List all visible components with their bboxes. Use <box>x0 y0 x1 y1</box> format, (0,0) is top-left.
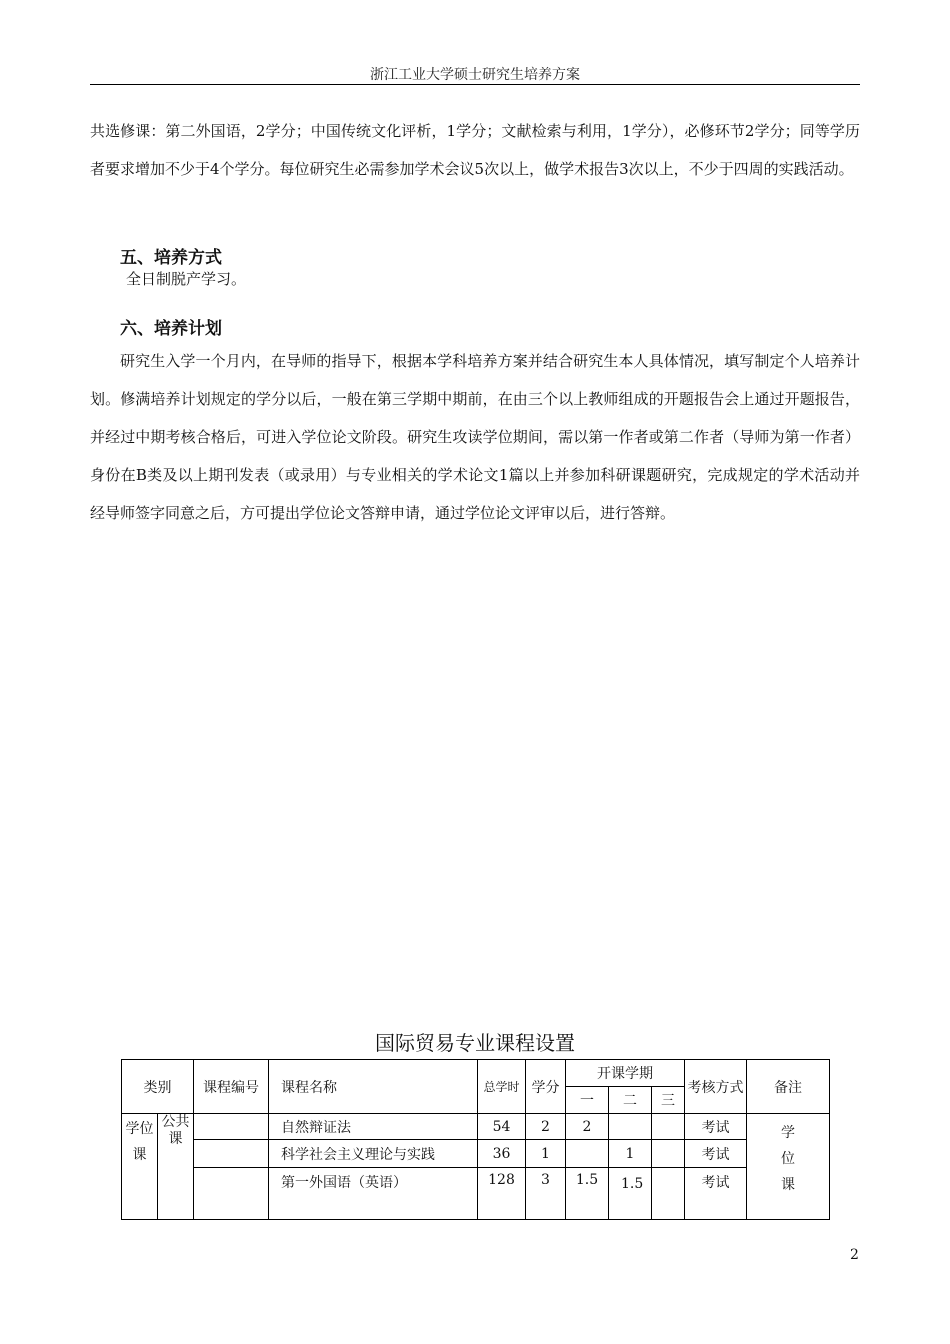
course-credits: 2 <box>526 1114 566 1140</box>
section-6-heading: 六、培养计划 <box>120 319 222 339</box>
course-code <box>194 1140 269 1168</box>
course-name: 科学社会主义理论与实践 <box>269 1140 478 1168</box>
course-assessment: 考试 <box>685 1114 747 1140</box>
header-notes: 备注 <box>747 1060 830 1114</box>
header-sem2: 二 <box>609 1087 652 1114</box>
header-rule <box>90 84 860 85</box>
header-category: 类别 <box>122 1060 194 1114</box>
course-assessment: 考试 <box>685 1168 747 1220</box>
header-credits: 学分 <box>526 1060 566 1114</box>
header-assessment: 考核方式 <box>685 1060 747 1114</box>
course-sem1: 2 <box>566 1114 609 1140</box>
header-semester: 开课学期 <box>566 1060 685 1087</box>
page-number: 2 <box>850 1247 859 1263</box>
header-name: 课程名称 <box>269 1060 478 1114</box>
course-hours: 128 <box>478 1168 526 1220</box>
course-sem2: 1 <box>609 1140 652 1168</box>
course-code <box>194 1114 269 1140</box>
header-sem3: 三 <box>652 1087 685 1114</box>
category-sub: 公共课 <box>158 1114 194 1220</box>
table-title: 国际贸易专业课程设置 <box>375 1031 575 1055</box>
header-code: 课程编号 <box>194 1060 269 1114</box>
running-header: 浙江工业大学硕士研究生培养方案 <box>370 67 580 83</box>
course-sem1 <box>566 1140 609 1168</box>
course-assessment: 考试 <box>685 1140 747 1168</box>
intro-paragraph: 共选修课：第二外国语，2学分；中国传统文化评析，1学分；文献检索与利用，1学分），必修环节2学分；同等学历者要求增加不少于4个学分。每位研究生必需参加学术会议5次以上，做学术报告3次以上，不少于四周的实践活动。 <box>90 122 860 178</box>
header-sem1: 一 <box>566 1087 609 1114</box>
course-sem2 <box>609 1114 652 1140</box>
section-6-paragraph: 研究生入学一个月内，在导师的指导下，根据本学科培养方案并结合研究生本人具体情况，填写制定个人培养计划。修满培养计划规定的学分以后，一般在第三学期中期前，在由三个以上教师组成的开题报告会上通过开题报告，并经过中期考核合格后，可进入学位论文阶段。研究生攻读学位期间，需以第一作者或第二作者（导师为第一作者）身份在B类及以上期刊发表（或录用）与专业相关的学术论文1篇以上并参加科研课题研究，完成规定的学术活动并经导师签字同意之后，方可提出学位论文答辩申请，通过学位论文评审以后，进行答辩。 <box>90 352 860 522</box>
course-sem3 <box>652 1140 685 1168</box>
course-credits: 1 <box>526 1140 566 1168</box>
section-5-heading: 五、培养方式 <box>120 248 222 268</box>
course-credits: 3 <box>526 1168 566 1220</box>
table-row <box>122 1140 830 1168</box>
course-sem3 <box>652 1168 685 1220</box>
course-sem3 <box>652 1114 685 1140</box>
course-hours: 36 <box>478 1140 526 1168</box>
course-code <box>194 1168 269 1220</box>
table-row <box>122 1168 830 1220</box>
header-hours: 总学时 <box>478 1060 526 1114</box>
course-sem2: 1.5 <box>609 1168 652 1220</box>
course-sem1: 1.5 <box>566 1168 609 1220</box>
section-5-text: 全日制脱产学习。 <box>126 270 247 288</box>
course-name: 自然辩证法 <box>269 1114 478 1140</box>
course-name: 第一外国语（英语） <box>269 1168 478 1220</box>
course-hours: 54 <box>478 1114 526 1140</box>
category-main: 学位课 <box>122 1114 158 1220</box>
course-table <box>121 1059 830 1220</box>
table-row <box>122 1114 830 1140</box>
notes-value: 学位课 <box>747 1114 830 1220</box>
